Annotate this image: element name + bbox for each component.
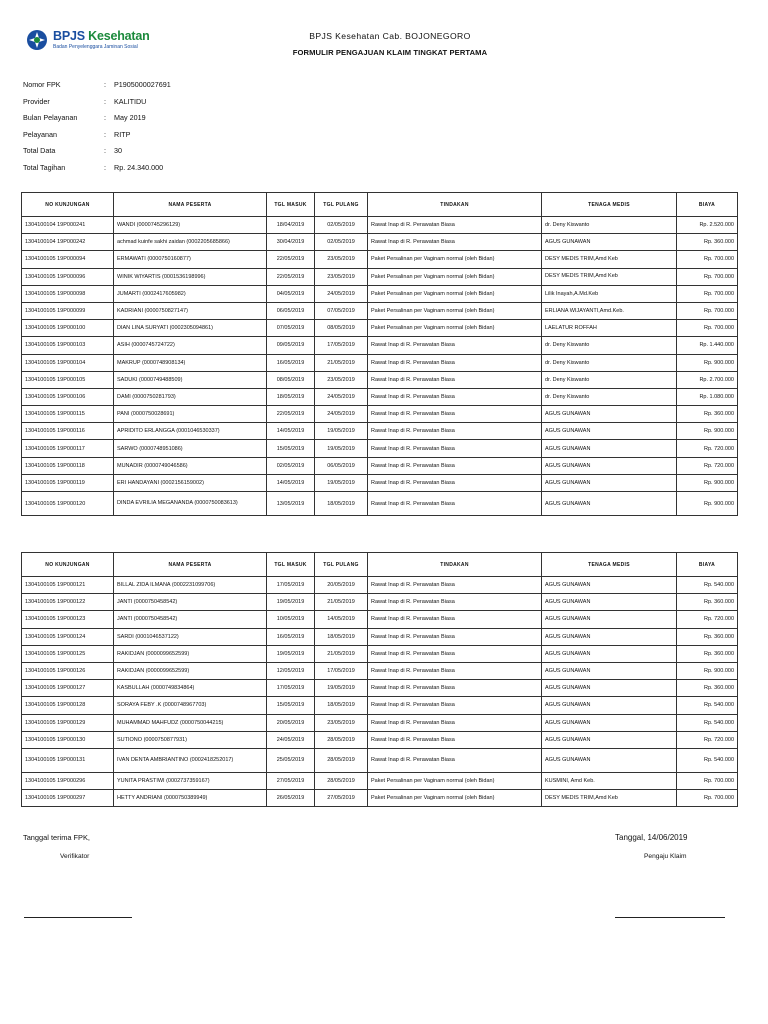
discharge-date-cell: 28/05/2019 xyxy=(315,731,368,748)
medical-staff-cell: dr. Deny Kiswanto xyxy=(542,388,677,405)
medical-staff-cell: LAELATUR ROFFAH xyxy=(542,320,677,337)
cost-cell: Rp. 700.000 xyxy=(677,772,738,789)
table-row xyxy=(22,337,738,354)
admit-date-cell: 10/05/2019 xyxy=(267,611,315,628)
discharge-date-cell: 19/05/2019 xyxy=(315,423,368,440)
cost-cell: Rp. 540.000 xyxy=(677,748,738,772)
patient-name-cell: KASBULLAH (0000749834864) xyxy=(114,680,267,697)
cost-cell: Rp. 900.000 xyxy=(677,492,738,516)
admit-date-cell: 14/05/2019 xyxy=(267,474,315,491)
treatment-cell: Rawat Inap di R. Perawatan Biasa xyxy=(368,354,542,371)
cost-cell: Rp. 2.520.000 xyxy=(677,217,738,234)
cost-cell: Rp. 540.000 xyxy=(677,714,738,731)
visit-number-cell: 1304100105 19P000115 xyxy=(22,406,114,423)
received-date-label: Tanggal terima FPK, xyxy=(23,833,90,842)
table-row xyxy=(22,388,738,405)
discharge-date-cell: 07/05/2019 xyxy=(315,302,368,319)
cost-cell: Rp. 360.000 xyxy=(677,680,738,697)
visit-number-cell: 1304100105 19P000105 xyxy=(22,371,114,388)
visit-number-cell: 1304100104 19P000241 xyxy=(22,217,114,234)
cost-cell: Rp. 1.440.000 xyxy=(677,337,738,354)
treatment-cell: Paket Persalinan per Vaginam normal (oleh Bidan) xyxy=(368,302,542,319)
patient-name-cell: DAMI (0000750281793) xyxy=(114,388,267,405)
admit-date-cell: 15/05/2019 xyxy=(267,697,315,714)
table-row xyxy=(22,680,738,697)
patient-name-cell: HETTY ANDRIANI (0000750389949) xyxy=(114,790,267,807)
admit-date-cell: 30/04/2019 xyxy=(267,234,315,251)
patient-name-cell: SARDI (0001046537122) xyxy=(114,628,267,645)
admit-date-cell: 18/04/2019 xyxy=(267,217,315,234)
table-row xyxy=(22,285,738,302)
visit-number-cell: 1304100105 19P000125 xyxy=(22,645,114,662)
table-row xyxy=(22,354,738,371)
table-row xyxy=(22,748,738,772)
admit-date-cell: 13/05/2019 xyxy=(267,492,315,516)
table-row xyxy=(22,423,738,440)
visit-number-cell: 1304100105 19P000119 xyxy=(22,474,114,491)
visit-number-cell: 1304100105 19P000122 xyxy=(22,594,114,611)
discharge-date-cell: 21/05/2019 xyxy=(315,594,368,611)
medical-staff-cell: AGUS GUNAWAN xyxy=(542,697,677,714)
patient-name-cell: YUNITA PRASTIWI (0002737359167) xyxy=(114,772,267,789)
claims-table-2 xyxy=(21,552,738,807)
admit-date-cell: 18/05/2019 xyxy=(267,388,315,405)
medical-staff-cell: AGUS GUNAWAN xyxy=(542,577,677,594)
info-colon: : xyxy=(104,113,106,122)
table-row xyxy=(22,611,738,628)
cost-cell: Rp. 700.000 xyxy=(677,268,738,285)
treatment-cell: Paket Persalinan per Vaginam normal (oleh Bidan) xyxy=(368,790,542,807)
cost-cell: Rp. 360.000 xyxy=(677,406,738,423)
info-colon: : xyxy=(104,146,106,155)
discharge-date-cell: 20/05/2019 xyxy=(315,577,368,594)
admit-date-cell: 07/05/2019 xyxy=(267,320,315,337)
table-row xyxy=(22,662,738,679)
treatment-cell: Rawat Inap di R. Perawatan Biasa xyxy=(368,371,542,388)
patient-name-cell: DIAN LINA SURYATI (0002305094861) xyxy=(114,320,267,337)
info-value: P1905000027691 xyxy=(114,80,171,89)
medical-staff-cell: AGUS GUNAWAN xyxy=(542,406,677,423)
table-row xyxy=(22,492,738,516)
cost-cell: Rp. 700.000 xyxy=(677,320,738,337)
visit-number-cell: 1304100105 19P000118 xyxy=(22,457,114,474)
patient-name-cell: SUTIONO (0000750877931) xyxy=(114,731,267,748)
table-row xyxy=(22,234,738,251)
admit-date-cell: 19/05/2019 xyxy=(267,645,315,662)
column-header: NAMA PESERTA xyxy=(114,193,267,217)
medical-staff-cell: AGUS GUNAWAN xyxy=(542,594,677,611)
patient-name-cell: MUNADIR (0000749046586) xyxy=(114,457,267,474)
table-row xyxy=(22,440,738,457)
column-header: TINDAKAN xyxy=(368,553,542,577)
table-row xyxy=(22,790,738,807)
medical-staff-cell: dr. Deny Kiswanto xyxy=(542,337,677,354)
visit-number-cell: 1304100105 19P000099 xyxy=(22,302,114,319)
discharge-date-cell: 14/05/2019 xyxy=(315,611,368,628)
patient-name-cell: WINIK WIYARTIS (0001536198996) xyxy=(114,268,267,285)
medical-staff-cell: AGUS GUNAWAN xyxy=(542,492,677,516)
admit-date-cell: 17/05/2019 xyxy=(267,577,315,594)
info-label: Total Data xyxy=(23,146,56,155)
info-colon: : xyxy=(104,129,106,139)
cost-cell: Rp. 700.000 xyxy=(677,790,738,807)
admit-date-cell: 25/05/2019 xyxy=(267,748,315,772)
discharge-date-cell: 27/05/2019 xyxy=(315,790,368,807)
visit-number-cell: 1304100105 19P000130 xyxy=(22,731,114,748)
medical-staff-cell: AGUS GUNAWAN xyxy=(542,423,677,440)
cost-cell: Rp. 720.000 xyxy=(677,611,738,628)
medical-staff-cell: DESY MEDIS TRIM,Amd Keb xyxy=(542,251,677,268)
patient-name-cell: DINDA EVRILIA MEGANANDA (0000750083613) xyxy=(114,492,267,516)
admit-date-cell: 27/05/2019 xyxy=(267,772,315,789)
info-label: Provider xyxy=(23,96,50,106)
discharge-date-cell: 24/05/2019 xyxy=(315,285,368,302)
medical-staff-cell: AGUS GUNAWAN xyxy=(542,440,677,457)
table-row xyxy=(22,217,738,234)
patient-name-cell: APRIDITO ERLANGGA (0001046530337) xyxy=(114,423,267,440)
table-header-row xyxy=(22,553,738,577)
discharge-date-cell: 17/05/2019 xyxy=(315,337,368,354)
treatment-cell: Rawat Inap di R. Perawatan Biasa xyxy=(368,217,542,234)
treatment-cell: Paket Persalinan per Vaginam normal (oleh Bidan) xyxy=(368,268,542,285)
table-row xyxy=(22,645,738,662)
admit-date-cell: 24/05/2019 xyxy=(267,731,315,748)
visit-number-cell: 1304100105 19P000128 xyxy=(22,697,114,714)
treatment-cell: Rawat Inap di R. Perawatan Biasa xyxy=(368,577,542,594)
info-value: RITP xyxy=(114,129,131,139)
discharge-date-cell: 19/05/2019 xyxy=(315,680,368,697)
treatment-cell: Rawat Inap di R. Perawatan Biasa xyxy=(368,662,542,679)
admit-date-cell: 06/05/2019 xyxy=(267,302,315,319)
admit-date-cell: 15/05/2019 xyxy=(267,440,315,457)
table-row xyxy=(22,577,738,594)
verifier-label: Verifikator xyxy=(60,853,90,860)
treatment-cell: Rawat Inap di R. Perawatan Biasa xyxy=(368,457,542,474)
table-row xyxy=(22,320,738,337)
visit-number-cell: 1304100105 19P000120 xyxy=(22,492,114,516)
cost-cell: Rp. 540.000 xyxy=(677,697,738,714)
column-header: TGL PULANG xyxy=(315,193,368,217)
discharge-date-cell: 18/05/2019 xyxy=(315,492,368,516)
visit-number-cell: 1304100104 19P000242 xyxy=(22,234,114,251)
patient-name-cell: JUMARTI (0002417605982) xyxy=(114,285,267,302)
office-title: BPJS Kesehatan Cab. BOJONEGORO xyxy=(309,31,471,41)
admit-date-cell: 16/05/2019 xyxy=(267,354,315,371)
discharge-date-cell: 21/05/2019 xyxy=(315,645,368,662)
info-value: KALITIDU xyxy=(114,96,147,106)
cost-cell: Rp. 700.000 xyxy=(677,251,738,268)
cost-cell: Rp. 720.000 xyxy=(677,731,738,748)
medical-staff-cell: DESY MEDIS TRIM,Amd Keb xyxy=(542,790,677,807)
table-row xyxy=(22,628,738,645)
patient-name-cell: RAKIDJAN (0000099652599) xyxy=(114,645,267,662)
info-label: Total Tagihan xyxy=(23,162,66,172)
discharge-date-cell: 02/05/2019 xyxy=(315,217,368,234)
treatment-cell: Rawat Inap di R. Perawatan Biasa xyxy=(368,492,542,516)
admit-date-cell: 20/05/2019 xyxy=(267,714,315,731)
column-header: NO KUNJUNGAN xyxy=(22,553,114,577)
cost-cell: Rp. 700.000 xyxy=(677,302,738,319)
discharge-date-cell: 19/05/2019 xyxy=(315,440,368,457)
verifier-signature-line xyxy=(24,917,132,918)
medical-staff-cell: AGUS GUNAWAN xyxy=(542,234,677,251)
visit-number-cell: 1304100105 19P000127 xyxy=(22,680,114,697)
treatment-cell: Rawat Inap di R. Perawatan Biasa xyxy=(368,611,542,628)
treatment-cell: Rawat Inap di R. Perawatan Biasa xyxy=(368,234,542,251)
discharge-date-cell: 18/05/2019 xyxy=(315,628,368,645)
discharge-date-cell: 23/05/2019 xyxy=(315,371,368,388)
discharge-date-cell: 23/05/2019 xyxy=(315,251,368,268)
info-colon: : xyxy=(104,162,106,172)
patient-name-cell: ERMAWATI (0000750160877) xyxy=(114,251,267,268)
column-header: TINDAKAN xyxy=(368,193,542,217)
treatment-cell: Rawat Inap di R. Perawatan Biasa xyxy=(368,406,542,423)
treatment-cell: Rawat Inap di R. Perawatan Biasa xyxy=(368,440,542,457)
admit-date-cell: 22/05/2019 xyxy=(267,406,315,423)
discharge-date-cell: 19/05/2019 xyxy=(315,474,368,491)
cost-cell: Rp. 360.000 xyxy=(677,628,738,645)
discharge-date-cell: 21/05/2019 xyxy=(315,354,368,371)
discharge-date-cell: 23/05/2019 xyxy=(315,268,368,285)
cost-cell: Rp. 720.000 xyxy=(677,457,738,474)
visit-number-cell: 1304100105 19P000098 xyxy=(22,285,114,302)
admit-date-cell: 19/05/2019 xyxy=(267,594,315,611)
table-row xyxy=(22,731,738,748)
form-title: FORMULIR PENGAJUAN KLAIM TINGKAT PERTAMA xyxy=(292,48,488,57)
cost-cell: Rp. 540.000 xyxy=(677,577,738,594)
patient-name-cell: BILLAL ZIDA ILMANA (0002231099706) xyxy=(114,577,267,594)
medical-staff-cell: AGUS GUNAWAN xyxy=(542,611,677,628)
table-row xyxy=(22,371,738,388)
patient-name-cell: SORAYA FEBY .K (0000748967703) xyxy=(114,697,267,714)
table-row xyxy=(22,594,738,611)
visit-number-cell: 1304100105 19P000129 xyxy=(22,714,114,731)
visit-number-cell: 1304100105 19P000297 xyxy=(22,790,114,807)
column-header: NAMA PESERTA xyxy=(114,553,267,577)
submitter-label: Pengaju Klaim xyxy=(644,853,687,860)
column-header: TGL PULANG xyxy=(315,553,368,577)
treatment-cell: Rawat Inap di R. Perawatan Biasa xyxy=(368,645,542,662)
medical-staff-cell: AGUS GUNAWAN xyxy=(542,645,677,662)
discharge-date-cell: 24/05/2019 xyxy=(315,388,368,405)
column-header: TENAGA MEDIS xyxy=(542,193,677,217)
admit-date-cell: 09/05/2019 xyxy=(267,337,315,354)
table-header-row xyxy=(22,193,738,217)
submission-date: Tanggal, 14/06/2019 xyxy=(615,833,688,842)
table-row xyxy=(22,474,738,491)
patient-name-cell: ERI HANDAYANI (0002156159002) xyxy=(114,474,267,491)
cost-cell: Rp. 720.000 xyxy=(677,440,738,457)
visit-number-cell: 1304100105 19P000131 xyxy=(22,748,114,772)
patient-name-cell: SADUKI (0000749488509) xyxy=(114,371,267,388)
treatment-cell: Rawat Inap di R. Perawatan Biasa xyxy=(368,697,542,714)
table-row xyxy=(22,406,738,423)
visit-number-cell: 1304100105 19P000123 xyxy=(22,611,114,628)
visit-number-cell: 1304100105 19P000121 xyxy=(22,577,114,594)
visit-number-cell: 1304100105 19P000096 xyxy=(22,268,114,285)
discharge-date-cell: 28/05/2019 xyxy=(315,748,368,772)
visit-number-cell: 1304100105 19P000124 xyxy=(22,628,114,645)
medical-staff-cell: AGUS GUNAWAN xyxy=(542,680,677,697)
patient-name-cell: ASIH (0000745724722) xyxy=(114,337,267,354)
medical-staff-cell: AGUS GUNAWAN xyxy=(542,628,677,645)
medical-staff-cell: dr. Deny Kiswanto xyxy=(542,217,677,234)
cost-cell: Rp. 360.000 xyxy=(677,594,738,611)
discharge-date-cell: 06/05/2019 xyxy=(315,457,368,474)
visit-number-cell: 1304100105 19P000117 xyxy=(22,440,114,457)
treatment-cell: Rawat Inap di R. Perawatan Biasa xyxy=(368,594,542,611)
admit-date-cell: 26/05/2019 xyxy=(267,790,315,807)
treatment-cell: Rawat Inap di R. Perawatan Biasa xyxy=(368,680,542,697)
visit-number-cell: 1304100105 19P000100 xyxy=(22,320,114,337)
discharge-date-cell: 28/05/2019 xyxy=(315,772,368,789)
medical-staff-cell: ERLIANA WIJAYANTI,Amd.Keb. xyxy=(542,302,677,319)
info-colon: : xyxy=(104,96,106,106)
admit-date-cell: 14/05/2019 xyxy=(267,423,315,440)
discharge-date-cell: 08/05/2019 xyxy=(315,320,368,337)
column-header: BIAYA xyxy=(677,193,738,217)
discharge-date-cell: 23/05/2019 xyxy=(315,714,368,731)
patient-name-cell: MUHAMMAD MAHFUDZ (0000750044215) xyxy=(114,714,267,731)
treatment-cell: Rawat Inap di R. Perawatan Biasa xyxy=(368,474,542,491)
discharge-date-cell: 17/05/2019 xyxy=(315,662,368,679)
treatment-cell: Rawat Inap di R. Perawatan Biasa xyxy=(368,337,542,354)
visit-number-cell: 1304100105 19P000126 xyxy=(22,662,114,679)
patient-name-cell: KADRIANI (0000750827147) xyxy=(114,302,267,319)
visit-number-cell: 1304100105 19P000103 xyxy=(22,337,114,354)
patient-name-cell: MAKRUP (0000748908134) xyxy=(114,354,267,371)
column-header: TENAGA MEDIS xyxy=(542,553,677,577)
table-row xyxy=(22,251,738,268)
info-value: May 2019 xyxy=(114,113,146,122)
discharge-date-cell: 24/05/2019 xyxy=(315,406,368,423)
table-row xyxy=(22,302,738,319)
cost-cell: Rp. 360.000 xyxy=(677,645,738,662)
info-label: Nomor FPK xyxy=(23,80,61,89)
medical-staff-cell: AGUS GUNAWAN xyxy=(542,714,677,731)
claims-table-1 xyxy=(21,192,738,516)
patient-name-cell: achmad kuinfe sakhi zaidan (0002205685866) xyxy=(114,234,267,251)
treatment-cell: Paket Persalinan per Vaginam normal (oleh Bidan) xyxy=(368,285,542,302)
column-header: TGL MASUK xyxy=(267,193,315,217)
logo-tagline: Badan Penyelenggara Jaminan Sosial xyxy=(53,44,138,50)
table-row xyxy=(22,697,738,714)
treatment-cell: Paket Persalinan per Vaginam normal (oleh Bidan) xyxy=(368,251,542,268)
discharge-date-cell: 18/05/2019 xyxy=(315,697,368,714)
patient-name-cell: SARWO (0000748951086) xyxy=(114,440,267,457)
treatment-cell: Paket Persalinan per Vaginam normal (oleh Bidan) xyxy=(368,772,542,789)
patient-name-cell: IVAN DENTA AMBRIANTINO (0002418252017) xyxy=(114,748,267,772)
info-label: Bulan Pelayanan xyxy=(23,113,78,122)
medical-staff-cell: AGUS GUNAWAN xyxy=(542,474,677,491)
admit-date-cell: 17/05/2019 xyxy=(267,680,315,697)
info-colon: : xyxy=(104,80,106,89)
medical-staff-cell: dr. Deny Kiswanto xyxy=(542,354,677,371)
treatment-cell: Rawat Inap di R. Perawatan Biasa xyxy=(368,731,542,748)
medical-staff-cell: KUSMINI, Amd Keb. xyxy=(542,772,677,789)
visit-number-cell: 1304100105 19P000106 xyxy=(22,388,114,405)
admit-date-cell: 22/05/2019 xyxy=(267,251,315,268)
cost-cell: Rp. 900.000 xyxy=(677,354,738,371)
medical-staff-cell: DESY MEDIS TRIM,Amd Keb xyxy=(542,268,677,285)
medical-staff-cell: dr. Deny Kiswanto xyxy=(542,371,677,388)
table-row xyxy=(22,457,738,474)
cost-cell: Rp. 360.000 xyxy=(677,234,738,251)
medical-staff-cell: AGUS GUNAWAN xyxy=(542,457,677,474)
admit-date-cell: 08/05/2019 xyxy=(267,371,315,388)
cost-cell: Rp. 900.000 xyxy=(677,474,738,491)
medical-staff-cell: AGUS GUNAWAN xyxy=(542,662,677,679)
treatment-cell: Rawat Inap di R. Perawatan Biasa xyxy=(368,748,542,772)
treatment-cell: Rawat Inap di R. Perawatan Biasa xyxy=(368,388,542,405)
admit-date-cell: 22/05/2019 xyxy=(267,268,315,285)
table-row xyxy=(22,772,738,789)
treatment-cell: Paket Persalinan per Vaginam normal (oleh Bidan) xyxy=(368,320,542,337)
cost-cell: Rp. 2.700.000 xyxy=(677,371,738,388)
table-row xyxy=(22,714,738,731)
admit-date-cell: 04/05/2019 xyxy=(267,285,315,302)
treatment-cell: Rawat Inap di R. Perawatan Biasa xyxy=(368,628,542,645)
submitter-signature-line xyxy=(615,917,725,918)
admit-date-cell: 02/05/2019 xyxy=(267,457,315,474)
table-row xyxy=(22,268,738,285)
treatment-cell: Rawat Inap di R. Perawatan Biasa xyxy=(368,423,542,440)
cost-cell: Rp. 900.000 xyxy=(677,423,738,440)
info-label: Pelayanan xyxy=(23,129,57,139)
column-header: BIAYA xyxy=(677,553,738,577)
column-header: TGL MASUK xyxy=(267,553,315,577)
info-value: 30 xyxy=(114,146,122,155)
cost-cell: Rp. 700.000 xyxy=(677,285,738,302)
medical-staff-cell: Lilik Inayah,A.Md.Keb xyxy=(542,285,677,302)
admit-date-cell: 12/05/2019 xyxy=(267,662,315,679)
patient-name-cell: RAKIDJAN (0000099652599) xyxy=(114,662,267,679)
medical-staff-cell: AGUS GUNAWAN xyxy=(542,731,677,748)
logo-wordmark: BPJS Kesehatan xyxy=(53,29,150,43)
column-header: NO KUNJUNGAN xyxy=(22,193,114,217)
visit-number-cell: 1304100105 19P000116 xyxy=(22,423,114,440)
admit-date-cell: 16/05/2019 xyxy=(267,628,315,645)
visit-number-cell: 1304100105 19P000104 xyxy=(22,354,114,371)
visit-number-cell: 1304100105 19P000094 xyxy=(22,251,114,268)
info-value: Rp. 24.340.000 xyxy=(114,162,164,172)
patient-name-cell: PANI (0000750028691) xyxy=(114,406,267,423)
medical-staff-cell: AGUS GUNAWAN xyxy=(542,748,677,772)
discharge-date-cell: 02/05/2019 xyxy=(315,234,368,251)
patient-name-cell: JANTI (0000750458542) xyxy=(114,594,267,611)
cost-cell: Rp. 1.080.000 xyxy=(677,388,738,405)
patient-name-cell: JANTI (0000750458542) xyxy=(114,611,267,628)
cost-cell: Rp. 900.000 xyxy=(677,662,738,679)
patient-name-cell: WANDI (0000745296129) xyxy=(114,217,267,234)
treatment-cell: Rawat Inap di R. Perawatan Biasa xyxy=(368,714,542,731)
visit-number-cell: 1304100105 19P000296 xyxy=(22,772,114,789)
